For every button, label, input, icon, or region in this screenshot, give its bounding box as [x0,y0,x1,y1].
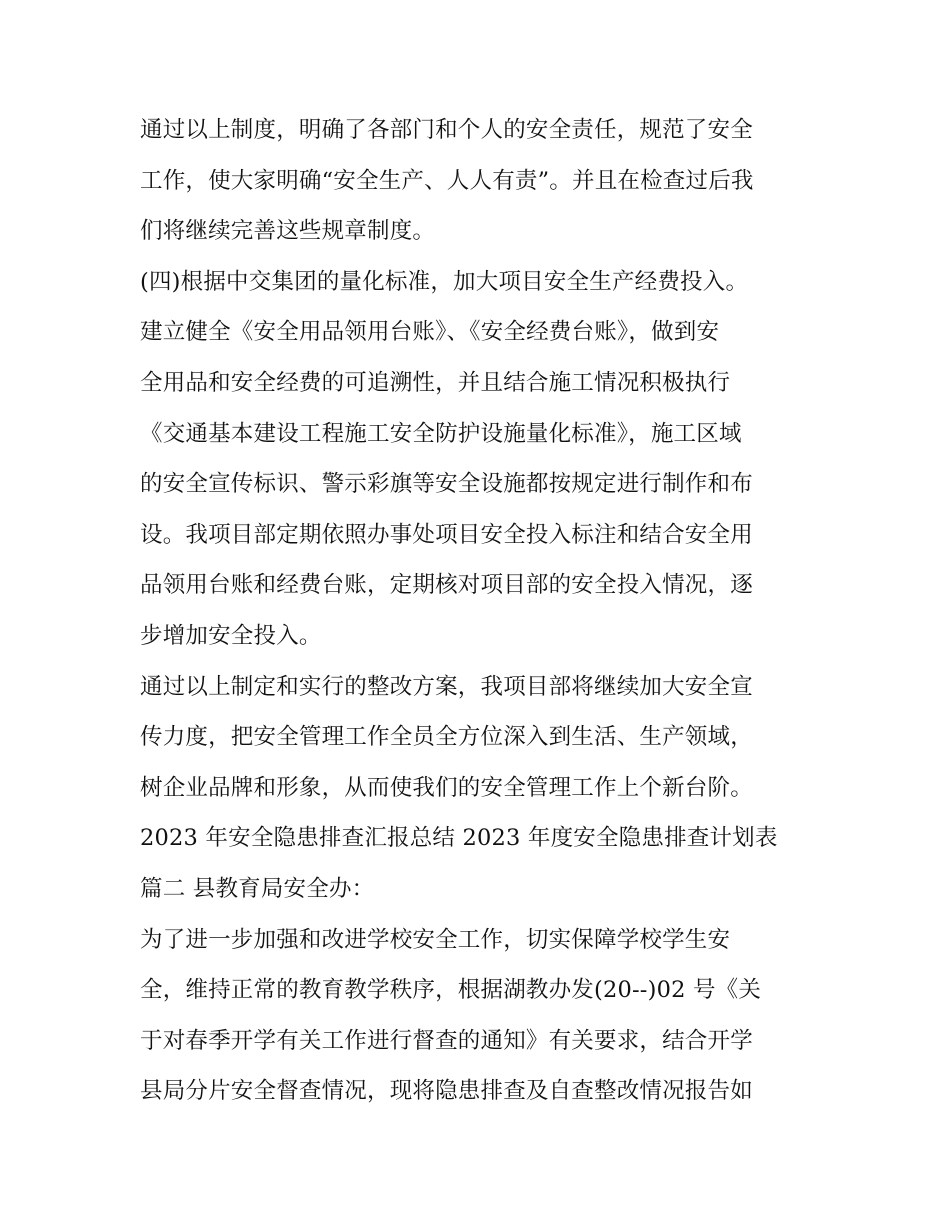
text-line: 传力度，把安全管理工作全员全方位深入到生活、生产领域， [140,724,753,751]
text-line: 县局分片安全督查情况，现将隐患排查及自查整改情况报告如 [140,1078,753,1105]
document-body [140,105,840,1117]
text-line: 通过以上制定和实行的整改方案，我项目部将继续加大安全宣 [140,673,753,700]
text-line: 设。我项目部定期依照办事处项目安全投入标注和结合安全用 [140,521,753,548]
text-line: 全用品和安全经费的可追溯性，并且结合施工情况积极执行 [140,369,731,396]
text-line: 步增加安全投入。 [140,622,322,649]
text-line: 的安全宣传标识、警示彩旗等安全设施都按规定进行制作和布 [140,471,753,498]
text-line: 树企业品牌和形象，从而使我们的安全管理工作上个新台阶。 [140,774,753,801]
text-line: 们将继续完善这些规章制度。 [140,218,436,245]
text-line: 篇二 县教育局安全办： [140,875,375,902]
text-line: 建立健全《安全用品领用台账》、《安全经费台账》，做到安 [140,319,720,346]
text-line: 全，维持正常的教育教学秩序，根据湖教办发(20--)02 号《关 [140,977,762,1004]
section-heading: 2023 年安全隐患排查汇报总结 2023 年度安全隐患排查计划表 [140,825,778,852]
text-line: 通过以上制度，明确了各部门和个人的安全责任，规范了安全 [140,117,753,143]
text-line: 工作，使大家明确“安全生产、人人有责”。并且在检查过后我 [140,167,754,194]
text-line: 为了进一步加强和改进学校安全工作，切实保障学校学生安 [140,926,731,953]
text-line: 品领用台账和经费台账，定期核对项目部的安全投入情况，逐 [140,572,753,599]
text-line: 于对春季开学有关工作进行督查的通知》有关要求，结合开学 [140,1027,753,1054]
text-line: 《交通基本建设工程施工安全防护设施量化标准》，施工区域 [140,420,742,447]
text-line: (四)根据中交集团的量化标准，加大项目安全生产经费投入。 [140,268,749,295]
